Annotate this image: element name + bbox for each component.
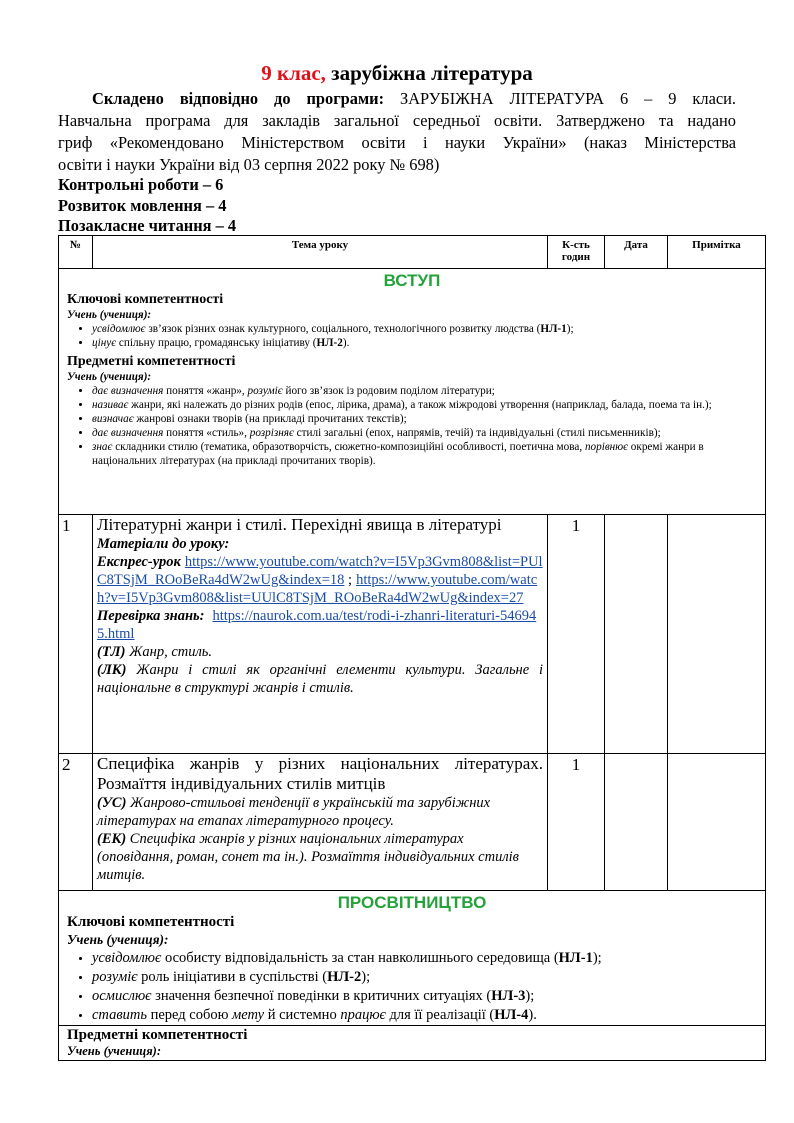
express-lesson-link-1[interactable]: https://www.youtube.com/watch?v=I5Vp3Gvm808&list=PUlC8TSjM_ROoBeRa4dW2wUg&index=18 bbox=[97, 554, 543, 588]
section-intro-row bbox=[59, 269, 766, 515]
list-item: • дає визначення поняття «стиль», розрізняє стилі загальні (епох, напрямів, течій) та індивідуальні (стилі письменників); bbox=[92, 426, 757, 440]
col-date: Дата bbox=[605, 236, 668, 269]
list-item: • розуміє роль ініціативи в суспільстві (НЛ-2); bbox=[92, 968, 757, 987]
list-item: • осмислює значення безпечної поведінки в критичних ситуаціях (НЛ-3); bbox=[92, 987, 757, 1006]
key-competences-heading: Ключові компетентності bbox=[67, 292, 224, 307]
express-label: Експрес-урок bbox=[97, 554, 181, 570]
lesson-hours: 1 bbox=[548, 515, 605, 754]
lesson-row-2 bbox=[59, 754, 766, 891]
key-competences-list bbox=[67, 949, 757, 1025]
list-item: • ставить перед собою мету й системно працює для її реалізації (НЛ-4). bbox=[92, 1006, 757, 1025]
col-note: Примітка bbox=[668, 236, 766, 269]
list-item: • цінує спільну працю, громадянську ініціативу (НЛ-2). bbox=[92, 336, 757, 350]
materials-label: Матеріали до уроку: bbox=[97, 536, 230, 552]
lesson-title: Літературні жанри і стилі. Перехідні явища в літературі bbox=[97, 515, 502, 534]
key-competences-heading: Ключові компетентності bbox=[67, 914, 235, 930]
intro-line-4: освіти і науки України від 03 серпня 2022 року № 698) bbox=[58, 155, 440, 174]
section-title-intro: ВСТУП bbox=[383, 271, 441, 290]
subject-competences-list bbox=[67, 384, 757, 468]
lesson-date-cell[interactable] bbox=[605, 515, 668, 754]
col-hours: К-сть годин bbox=[548, 236, 605, 269]
lesson-note-cell[interactable] bbox=[668, 754, 766, 891]
list-item: • знає складники стилю (тематика, образотворчість, сюжетно-композиційні особливості, поетична мова, порівнює окремі жанри в національних літературах (на прикладі прочитаних творів). bbox=[92, 440, 757, 468]
lesson-hours: 1 bbox=[548, 754, 605, 891]
section-title-enlightenment: ПРОСВІТНИЦТВО bbox=[337, 893, 487, 912]
lesson-title: Специфіка жанрів у різних національних літературах. Розмаїття індивідуальних стилів митців bbox=[97, 754, 543, 793]
list-item: • усвідомлює зв’язок різних ознак культурного, соціального, технологічного розвитку людства (НЛ-1); bbox=[92, 322, 757, 336]
lesson-row-1 bbox=[59, 515, 766, 754]
culture-note: (ЛК) Жанри і стилі як органічні елементи культури. Загальне і національне в структурі жанрів і стилів. bbox=[97, 662, 543, 696]
intro-bold: Складено відповідно до програми: bbox=[92, 89, 385, 108]
student-label: Учень (учениця): bbox=[67, 1044, 162, 1058]
lesson-topic bbox=[93, 754, 548, 891]
genre-specifics-note: (ЕК) Специфіка жанрів у різних національних літературах (оповідання, роман, сонет та ін.). Розмаїття індивідуальних стилів митців. bbox=[97, 831, 519, 883]
intro-line-3: гриф «Рекомендовано Міністерством освіти і науки України» (наказ Міністерства bbox=[58, 133, 736, 152]
subject-competences-heading: Предметні компетентності bbox=[67, 354, 236, 369]
student-label: Учень (учениця): bbox=[67, 309, 152, 321]
enlightenment-competences bbox=[59, 913, 765, 1025]
list-item: • усвідомлює особисту відповідальність за стан навколишнього середовища (НЛ-1); bbox=[92, 949, 757, 968]
lesson-note-cell[interactable] bbox=[668, 515, 766, 754]
control-works: Контрольні роботи – 6 bbox=[58, 175, 224, 194]
theory-note: (ТЛ) Жанр, стиль. bbox=[97, 644, 213, 660]
title-grade: 9 клас, bbox=[261, 61, 326, 85]
list-item: • визначає жанрові ознаки творів (на прикладі прочитаних текстів); bbox=[92, 412, 757, 426]
list-item: • називає жанри, які належать до різних родів (епос, лірика, драма), а також міжродові утворення (наприклад, балада, поема та ін.); bbox=[92, 398, 757, 412]
extra-reading: Позакласне читання – 4 bbox=[58, 216, 237, 235]
subject-competences-heading: Предметні компетентності bbox=[67, 1027, 248, 1043]
intro-line-1: Складено відповідно до програми: ЗАРУБІЖНА ЛІТЕРАТУРА 6 – 9 класи. bbox=[92, 89, 736, 108]
section-enlightenment-row bbox=[59, 891, 766, 1026]
page-title bbox=[0, 60, 794, 86]
list-item: • дає визначення поняття «жанр», розуміє його зв’язок із родовим поділом літератури; bbox=[92, 384, 757, 398]
key-competences-list bbox=[67, 322, 757, 350]
knowledge-check-label: Перевірка знань: bbox=[97, 608, 205, 624]
intro-line-2: Навчальна програма для закладів загальної середньої освіти. Затверджено та надано bbox=[58, 111, 736, 130]
student-label: Учень (учениця): bbox=[67, 932, 169, 947]
lesson-topic: Літературні жанри і стилі. Перехідні явища в літературі Матеріали до уроку: Експрес-урок https://www.youtube.com/watch?v=I5Vp3Gvm808&list=PUlC8TSjM_ROoBeRa4dW2wUg&index=18 ; https://www.youtube.com/watch?v=I5Vp3Gvm808&list=UUlC8TSjM_ROoBeRa4dW2wUg&index=27 Перевірка знань: https://naurok.com.ua/test/rodi-i-zhanri-literaturi-546945.html (ТЛ) Жанр, стиль. (ЛК) Жанри і стилі як органічні елементи культури. Загальне і національне в структурі жанрів і стилів. bbox=[93, 515, 548, 754]
express-lesson-link-2[interactable]: https://www.youtube.com/watch?v=I5Vp3Gvm808&list=UUlC8TSjM_ROoBeRa4dW2wUg&index=27 bbox=[97, 572, 538, 606]
lesson-date-cell[interactable] bbox=[605, 754, 668, 891]
col-topic: Тема уроку bbox=[93, 236, 548, 269]
col-num: № bbox=[59, 236, 93, 269]
knowledge-check-link[interactable]: https://naurok.com.ua/test/rodi-i-zhanri-literaturi-546945.html bbox=[97, 608, 537, 642]
title-subject: зарубіжна література bbox=[325, 61, 533, 85]
lesson-number: 1 bbox=[59, 515, 93, 754]
student-label: Учень (учениця): bbox=[67, 371, 152, 383]
lesson-plan-table bbox=[58, 235, 766, 1061]
program-intro bbox=[58, 88, 736, 176]
table-header-row bbox=[59, 236, 766, 269]
subject-competences-row bbox=[59, 1026, 766, 1061]
intro-competences bbox=[59, 291, 765, 468]
style-trends-note: (УС) Жанрово-стильові тенденції в українській та зарубіжних літературах на етапах літературного процесу. bbox=[97, 795, 491, 829]
lesson-number: 2 bbox=[59, 754, 93, 891]
speech-development: Розвиток мовлення – 4 bbox=[58, 196, 227, 215]
